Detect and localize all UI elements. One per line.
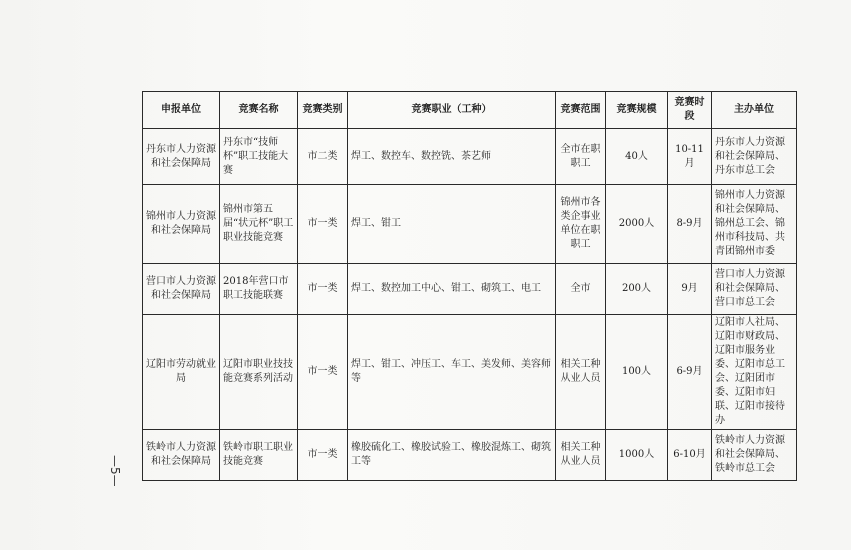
competition-table xyxy=(142,91,797,481)
table-cell: 焊工、钳工、冲压工、车工、美发师、美容师等 xyxy=(348,315,556,430)
table-cell: 10-11月 xyxy=(668,129,712,185)
header-cell: 竞赛时段 xyxy=(668,92,712,129)
table-cell: 1000人 xyxy=(606,430,668,481)
table-cell: 2018年营口市职工技能联赛 xyxy=(220,264,298,315)
header-cell: 竞赛类别 xyxy=(298,92,348,129)
table-cell: 锦州市人力资源和社会保障局 xyxy=(143,185,220,264)
table-cell: 市二类 xyxy=(298,129,348,185)
table-cell: 2000人 xyxy=(606,185,668,264)
table-cell: 营口市人力资源和社会保障局 xyxy=(143,264,220,315)
table-cell: 丹东市人力资源和社会保障局 xyxy=(143,129,220,185)
table-cell: 铁岭市人力资源和社会保障局 xyxy=(143,430,220,481)
table-cell: 铁岭市职工职业技能竞赛 xyxy=(220,430,298,481)
table-cell: 200人 xyxy=(606,264,668,315)
table-cell: 市一类 xyxy=(298,185,348,264)
table-cell: 全市在职职工 xyxy=(556,129,606,185)
table-cell: 辽阳市人社局、辽阳市财政局、辽阳市服务业委、辽阳市总工会、辽阳团市委、辽阳市妇联、辽阳市接待办 xyxy=(712,315,797,430)
table-row xyxy=(143,264,797,315)
table-cell: 辽阳市劳动就业局 xyxy=(143,315,220,430)
header-cell: 竞赛名称 xyxy=(220,92,298,129)
table-cell: 6-10月 xyxy=(668,430,712,481)
table-row xyxy=(143,315,797,430)
table-cell: 6-9月 xyxy=(668,315,712,430)
table-cell: 铁岭市人力资源和社会保障局、铁岭市总工会 xyxy=(712,430,797,481)
table-cell: 焊工、钳工 xyxy=(348,185,556,264)
table-cell: 相关工种从业人员 xyxy=(556,315,606,430)
table-cell: 40人 xyxy=(606,129,668,185)
table-cell: 橡胶硫化工、橡胶试验工、橡胶混炼工、砌筑工等 xyxy=(348,430,556,481)
table-cell: 丹东市“技师杯”职工技能大赛 xyxy=(220,129,298,185)
table-cell: 辽阳市职业技技能竞赛系列活动 xyxy=(220,315,298,430)
table-cell: 8-9月 xyxy=(668,185,712,264)
header-cell: 申报单位 xyxy=(143,92,220,129)
table-cell: 市一类 xyxy=(298,315,348,430)
table-cell: 焊工、数控车、数控铣、茶艺师 xyxy=(348,129,556,185)
table-cell: 丹东市人力资源和社会保障局、丹东市总工会 xyxy=(712,129,797,185)
table-cell: 营口市人力资源和社会保障局、营口市总工会 xyxy=(712,264,797,315)
table-cell: 9月 xyxy=(668,264,712,315)
table-cell: 焊工、数控加工中心、钳工、砌筑工、电工 xyxy=(348,264,556,315)
table-cell: 市一类 xyxy=(298,430,348,481)
table-cell: 锦州市人力资源和社会保障局、锦州总工会、锦州市科技局、共青团锦州市委 xyxy=(712,185,797,264)
header-cell: 主办单位 xyxy=(712,92,797,129)
table-cell: 锦州市各类企事业单位在职职工 xyxy=(556,185,606,264)
table-cell: 市一类 xyxy=(298,264,348,315)
table-cell: 锦州市第五届“状元杯”职工职业技能竞赛 xyxy=(220,185,298,264)
table-row xyxy=(143,185,797,264)
table-header-row xyxy=(143,92,797,129)
header-cell: 竞赛规模 xyxy=(606,92,668,129)
table-row xyxy=(143,129,797,185)
table-row xyxy=(143,430,797,481)
table-cell: 100人 xyxy=(606,315,668,430)
table-cell: 相关工种从业人员 xyxy=(556,430,606,481)
header-cell: 竞赛职业（工种） xyxy=(348,92,556,129)
page-number: —5— xyxy=(108,455,122,487)
table-cell: 全市 xyxy=(556,264,606,315)
header-cell: 竞赛范围 xyxy=(556,92,606,129)
